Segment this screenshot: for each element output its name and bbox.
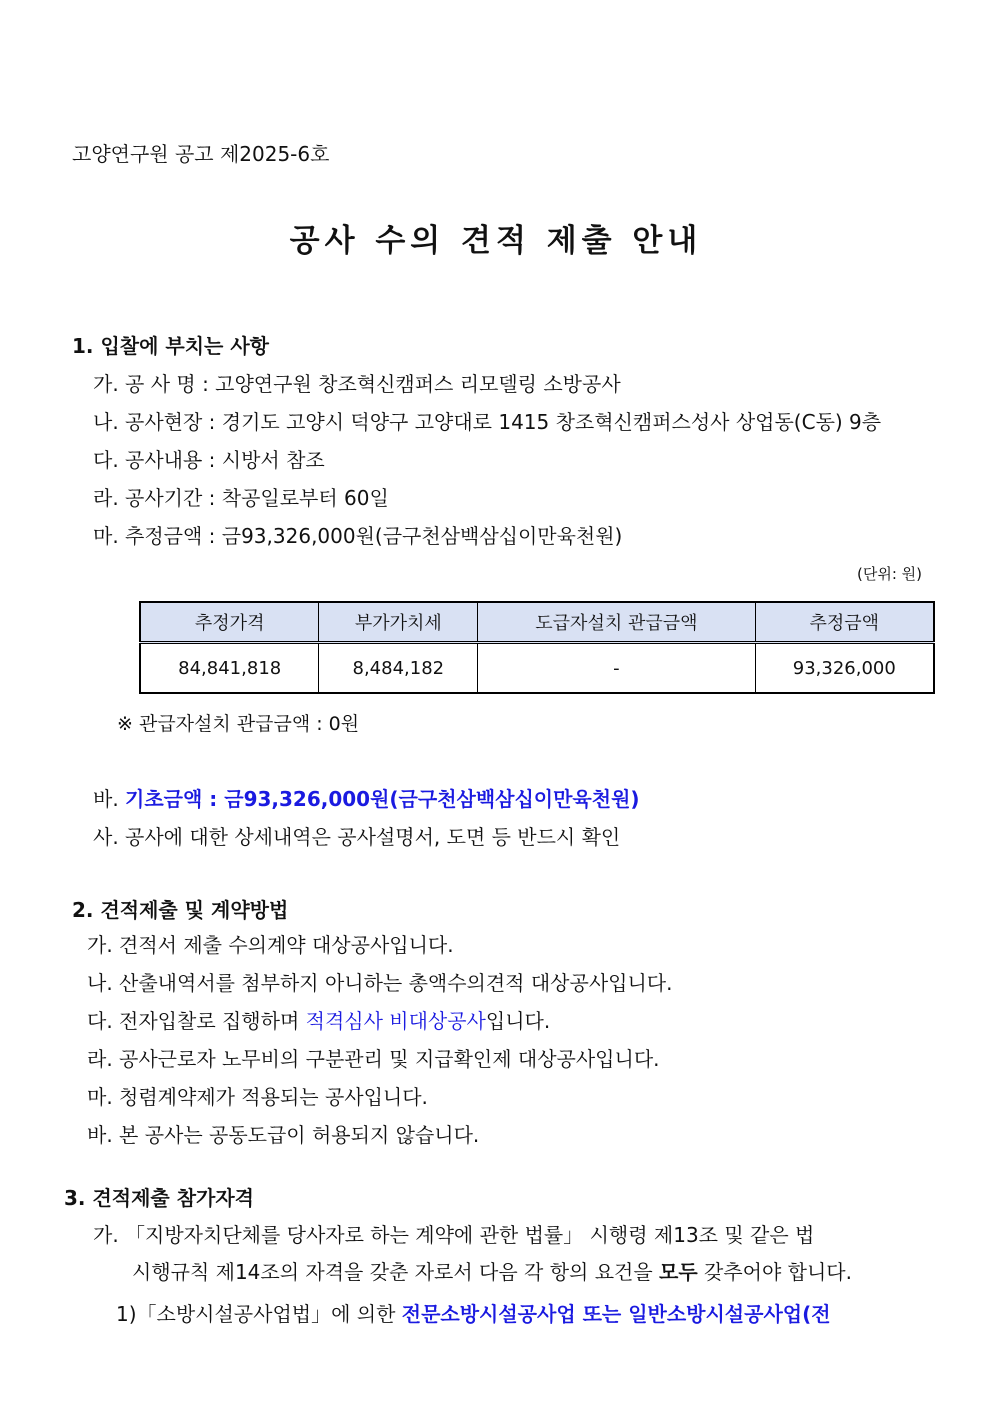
section3-item-a-line2	[132, 1256, 852, 1285]
table-cell: 8,484,182	[319, 643, 478, 694]
section2-item-c-prefix: 다. 전자입찰로 집행하며	[87, 1009, 306, 1033]
estimate-table	[139, 601, 935, 694]
table-row	[140, 643, 934, 694]
table-note: ※ 관급자설치 관급금액 : 0원	[117, 713, 360, 735]
section2-item-c	[87, 1005, 550, 1034]
section1-item-name: 가. 공 사 명 : 고양연구원 창조혁신캠퍼스 리모델링 소방공사	[93, 372, 621, 396]
section3-item-1	[116, 1298, 831, 1327]
section2-item-a: 가. 견적서 제출 수의계약 대상공사입니다.	[87, 933, 454, 957]
table-header-cell: 추정금액	[755, 602, 934, 643]
table-header-cell: 추정가격	[140, 602, 319, 643]
table-cell: -	[478, 643, 755, 694]
table-cell: 84,841,818	[140, 643, 319, 694]
section3-item-a-line1: 가. 「지방자치단체를 당사자로 하는 계약에 관한 법률」 시행령 제13조 및 같은 법	[93, 1223, 815, 1247]
document-title: 공사 수의 견적 제출 안내	[289, 223, 703, 259]
section1-heading: 1. 입찰에 부치는 사항	[72, 334, 269, 358]
section2-heading: 2. 견적제출 및 계약방법	[72, 898, 289, 922]
unit-note: (단위: 원)	[857, 565, 922, 583]
table-cell: 93,326,000	[755, 643, 934, 694]
table-header-row	[140, 602, 934, 643]
section2-item-c-suffix: 입니다.	[485, 1009, 551, 1033]
section2-item-d: 라. 공사근로자 노무비의 구분관리 및 지급확인제 대상공사입니다.	[87, 1047, 660, 1071]
section1-item-content: 다. 공사내용 : 시방서 참조	[93, 448, 325, 472]
base-amount-prefix: 바.	[93, 787, 126, 811]
section3-item-1-highlight: 전문소방시설공사업 또는 일반소방시설공사업(전	[401, 1302, 831, 1326]
section3-heading: 3. 견적제출 참가자격	[64, 1186, 254, 1210]
section3-item-1-prefix: 1)「소방시설공사업법」에 의한	[116, 1302, 402, 1326]
section3-item-a-emphasis: 모두	[659, 1260, 698, 1284]
section1-item-estimate: 마. 추정금액 : 금93,326,000원(금구천삼백삼십이만육천원)	[93, 524, 623, 548]
base-amount: 기초금액 : 금93,326,000원(금구천삼백삼십이만육천원)	[125, 787, 640, 811]
section2-item-c-highlight: 적격심사 비대상공사	[305, 1009, 486, 1033]
table-header-cell: 도급자설치 관급금액	[478, 602, 755, 643]
section2-item-e: 마. 청렴계약제가 적용되는 공사입니다.	[87, 1085, 428, 1109]
notice-number: 고양연구원 공고 제2025-6호	[72, 142, 330, 166]
section3-item-a-line2-prefix: 시행규칙 제14조의 자격을 갖춘 자로서 다음 각 항의 요건을	[132, 1260, 660, 1284]
section2-item-b: 나. 산출내역서를 첨부하지 아니하는 총액수의견적 대상공사입니다.	[87, 971, 673, 995]
section1-item-site: 나. 공사현장 : 경기도 고양시 덕양구 고양대로 1415 창조혁신캠퍼스성사 상업동(C동) 9층	[93, 410, 882, 434]
section1-item-detail: 사. 공사에 대한 상세내역은 공사설명서, 도면 등 반드시 확인	[93, 825, 621, 849]
section2-item-f: 바. 본 공사는 공동도급이 허용되지 않습니다.	[87, 1123, 480, 1147]
base-amount-line	[93, 783, 640, 812]
table-header-cell: 부가가치세	[319, 602, 478, 643]
section3-item-a-line2-suffix: 갖추어야 합니다.	[697, 1260, 852, 1284]
section1-item-period: 라. 공사기간 : 착공일로부터 60일	[93, 486, 389, 510]
